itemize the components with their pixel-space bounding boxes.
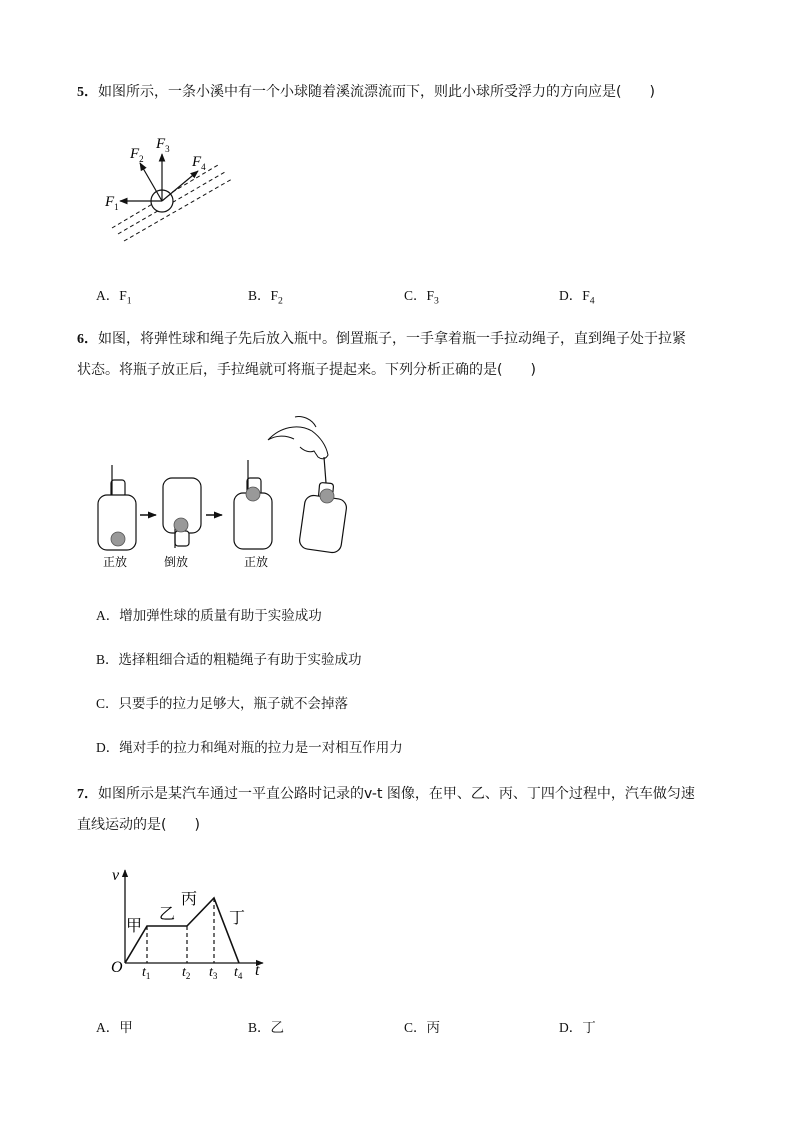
caption-inverted: 倒放 [164,555,189,569]
q5-figure [100,130,250,250]
option-d[interactable]: D．$F_4$ [559,288,595,307]
question-text: 如图所示，一条小溪中有一个小球随着溪流漂流而下，则此小球所受浮力的方向应是( ) [98,84,655,100]
option-c[interactable]: C．$F_3$ [404,288,439,307]
force-label-f2: $F_2$ [130,146,144,164]
question-7-stem-line-1 [77,780,695,809]
force-arrow-f2 [140,163,162,201]
bottle-upright-2 [234,460,272,549]
caption-upright-1: 正放 [103,555,128,569]
force-label-f4: $F_4$ [192,154,206,172]
option-b[interactable]: B．$F_2$ [248,288,283,307]
option-d[interactable]: D．丁 [559,1020,596,1036]
caption-upright-2: 正放 [244,555,269,569]
option-b[interactable]: B．选择粗细合适的粗糙绳子有助于实验成功 [96,652,362,668]
tick-t3: $t_3$ [209,965,218,981]
question-6-stem-line-1 [77,325,686,354]
bottle-upright-1 [98,465,136,550]
force-label-f1: $F_1$ [105,194,119,212]
option-c[interactable]: C．只要手的拉力足够大，瓶子就不会掉落 [96,696,349,712]
hand-lifting-bottle [268,416,348,553]
option-b[interactable]: B．乙 [248,1020,285,1036]
origin-label: O [111,959,123,976]
question-6-stem-line-2 [77,356,536,384]
question-5-stem [77,78,655,107]
option-a[interactable]: A．甲 [96,1020,133,1036]
option-a[interactable]: A．增加弹性球的质量有助于实验成功 [96,608,322,624]
question-7-stem-line-2 [77,811,200,839]
option-d[interactable]: D．绳对手的拉力和绳对瓶的拉力是一对相互作用力 [96,740,403,756]
tick-t4: $t_4$ [234,965,243,981]
question-text: 如图所示是某汽车通过一平直公路时记录的v-t 图像，在甲、乙、丙、丁四个过程中，汽车做匀速 [98,786,695,802]
question-number: 5． [77,85,98,100]
stage-label-jia: 甲 [126,916,143,935]
option-c[interactable]: C．丙 [404,1020,441,1036]
vt-graph [105,862,275,982]
stage-label-bing: 丙 [181,889,198,908]
question-number: 7． [77,787,98,802]
v-axis-label: v [112,867,120,884]
question-text: 如图，将弹性球和绳子先后放入瓶中。倒置瓶子，一手拿着瓶一手拉动绳子，直到绳子处于拉紧 [98,331,686,347]
option-a[interactable]: A．$F_1$ [96,288,132,307]
tick-t2: $t_2$ [182,965,191,981]
q6-figure [90,405,360,575]
t-axis-label: t [255,962,260,979]
bottle-inverted [163,478,201,548]
question-text: 直线运动的是( ) [77,817,200,833]
stage-label-ding: 丁 [229,908,246,927]
force-arrow-f4 [162,171,198,201]
question-text: 状态。将瓶子放正后，手拉绳就可将瓶子提起来。下列分析正确的是( ) [77,362,536,378]
force-label-f3: $F_3$ [156,136,170,154]
tick-t1: $t_1$ [142,965,151,981]
question-number: 6． [77,332,98,347]
stage-label-yi: 乙 [159,904,176,923]
